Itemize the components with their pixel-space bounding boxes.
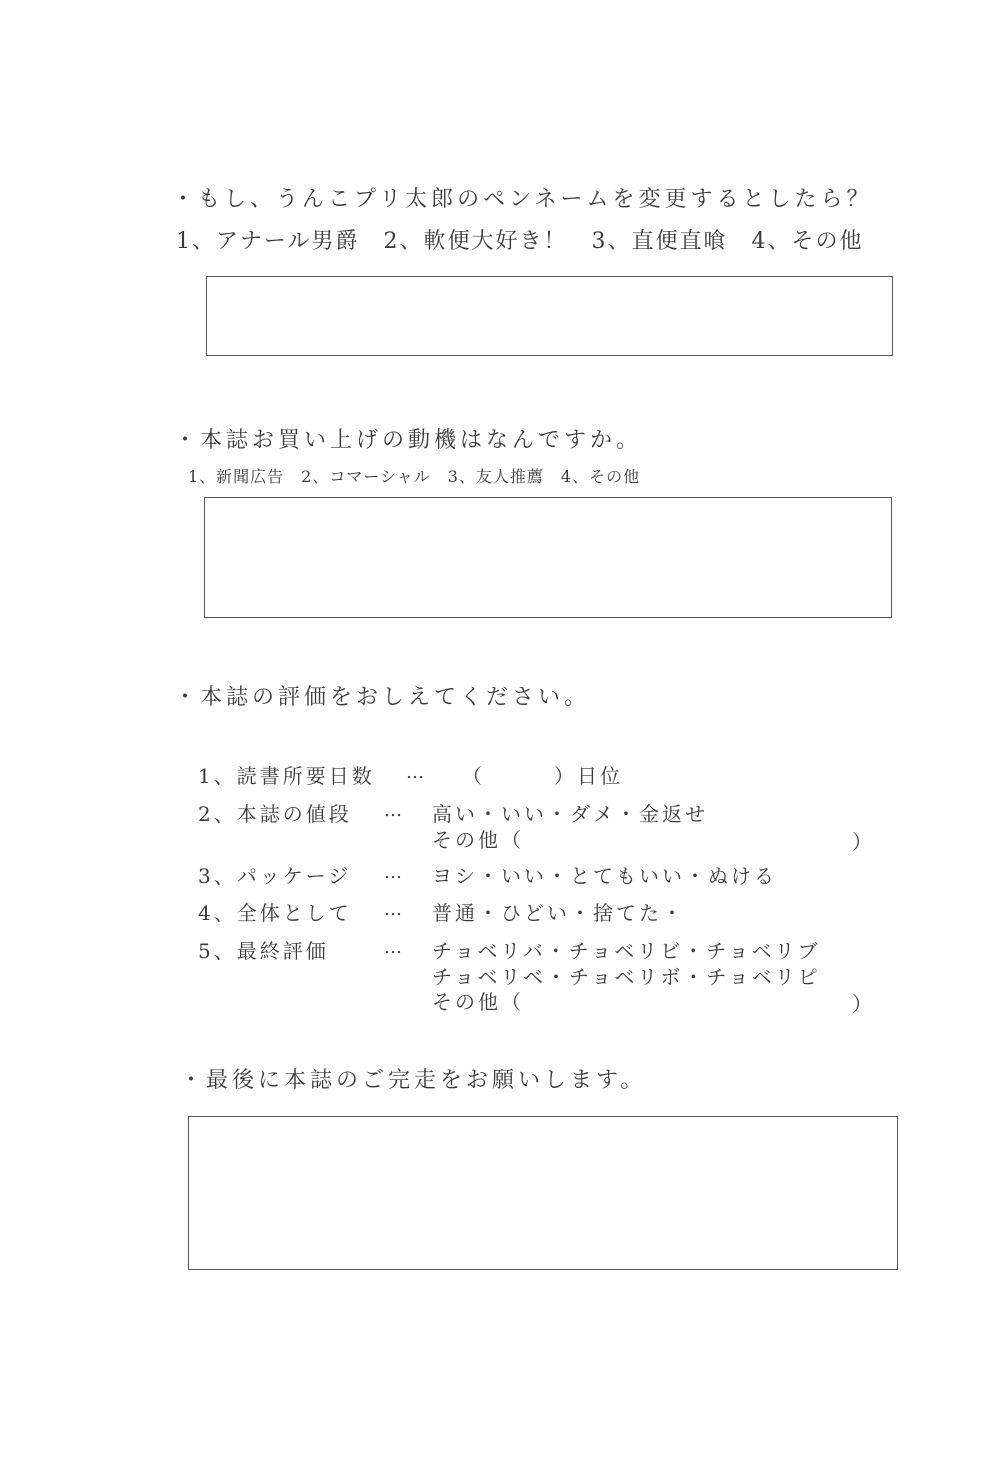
rating-label: 3、パッケージ [198, 864, 352, 888]
rating-answer[interactable]: （ ）日位 [462, 764, 623, 788]
rating-answer[interactable]: チョベリバ・チョベリビ・チョベリブ [432, 939, 821, 963]
question-2-options: 1、新聞広告 2、コマーシャル 3、友人推薦 4、その他 [188, 467, 641, 486]
rating-other-prefix[interactable]: その他（ [432, 828, 524, 852]
rating-answer[interactable]: 普通・ひどい・捨てた・ [432, 901, 685, 925]
leader-dots: … [384, 800, 402, 821]
rating-label: 5、最終評価 [198, 939, 329, 963]
answer-box-4[interactable] [188, 1116, 898, 1270]
rating-label: 2、本誌の値段 [198, 802, 352, 826]
answer-box-1[interactable] [206, 276, 893, 356]
rating-answer-line2[interactable]: チョベリベ・チョベリボ・チョベリピ [432, 965, 821, 989]
rating-other-close: ） [852, 830, 875, 854]
rating-label: 4、全体として [198, 901, 352, 925]
question-3-text: ・本誌の評価をおしえてください。 [174, 685, 591, 710]
leader-dots: … [384, 862, 402, 883]
question-4-text: ・最後に本誌のご完走をお願いします。 [180, 1068, 647, 1093]
answer-box-2[interactable] [204, 497, 892, 618]
question-1-options: 1、アナール男爵 2、軟便大好き！ 3、直便直喰 4、その他 [176, 229, 864, 254]
leader-dots: … [384, 899, 402, 920]
question-1-text: ・もし、うんこプリ太郎のペンネームを変更するとしたら？ [172, 187, 873, 212]
rating-label: 1、読書所要日数 [198, 764, 375, 788]
rating-answer[interactable]: ヨシ・いい・とてもいい・ぬける [432, 864, 777, 888]
rating-answer[interactable]: 高い・いい・ダメ・金返せ [432, 802, 708, 826]
rating-other-close: ） [852, 992, 875, 1016]
rating-other-prefix[interactable]: その他（ [432, 990, 524, 1014]
leader-dots: … [406, 762, 424, 783]
leader-dots: … [384, 937, 402, 958]
question-2-text: ・本誌お買い上げの動機はなんですか。 [174, 428, 643, 453]
